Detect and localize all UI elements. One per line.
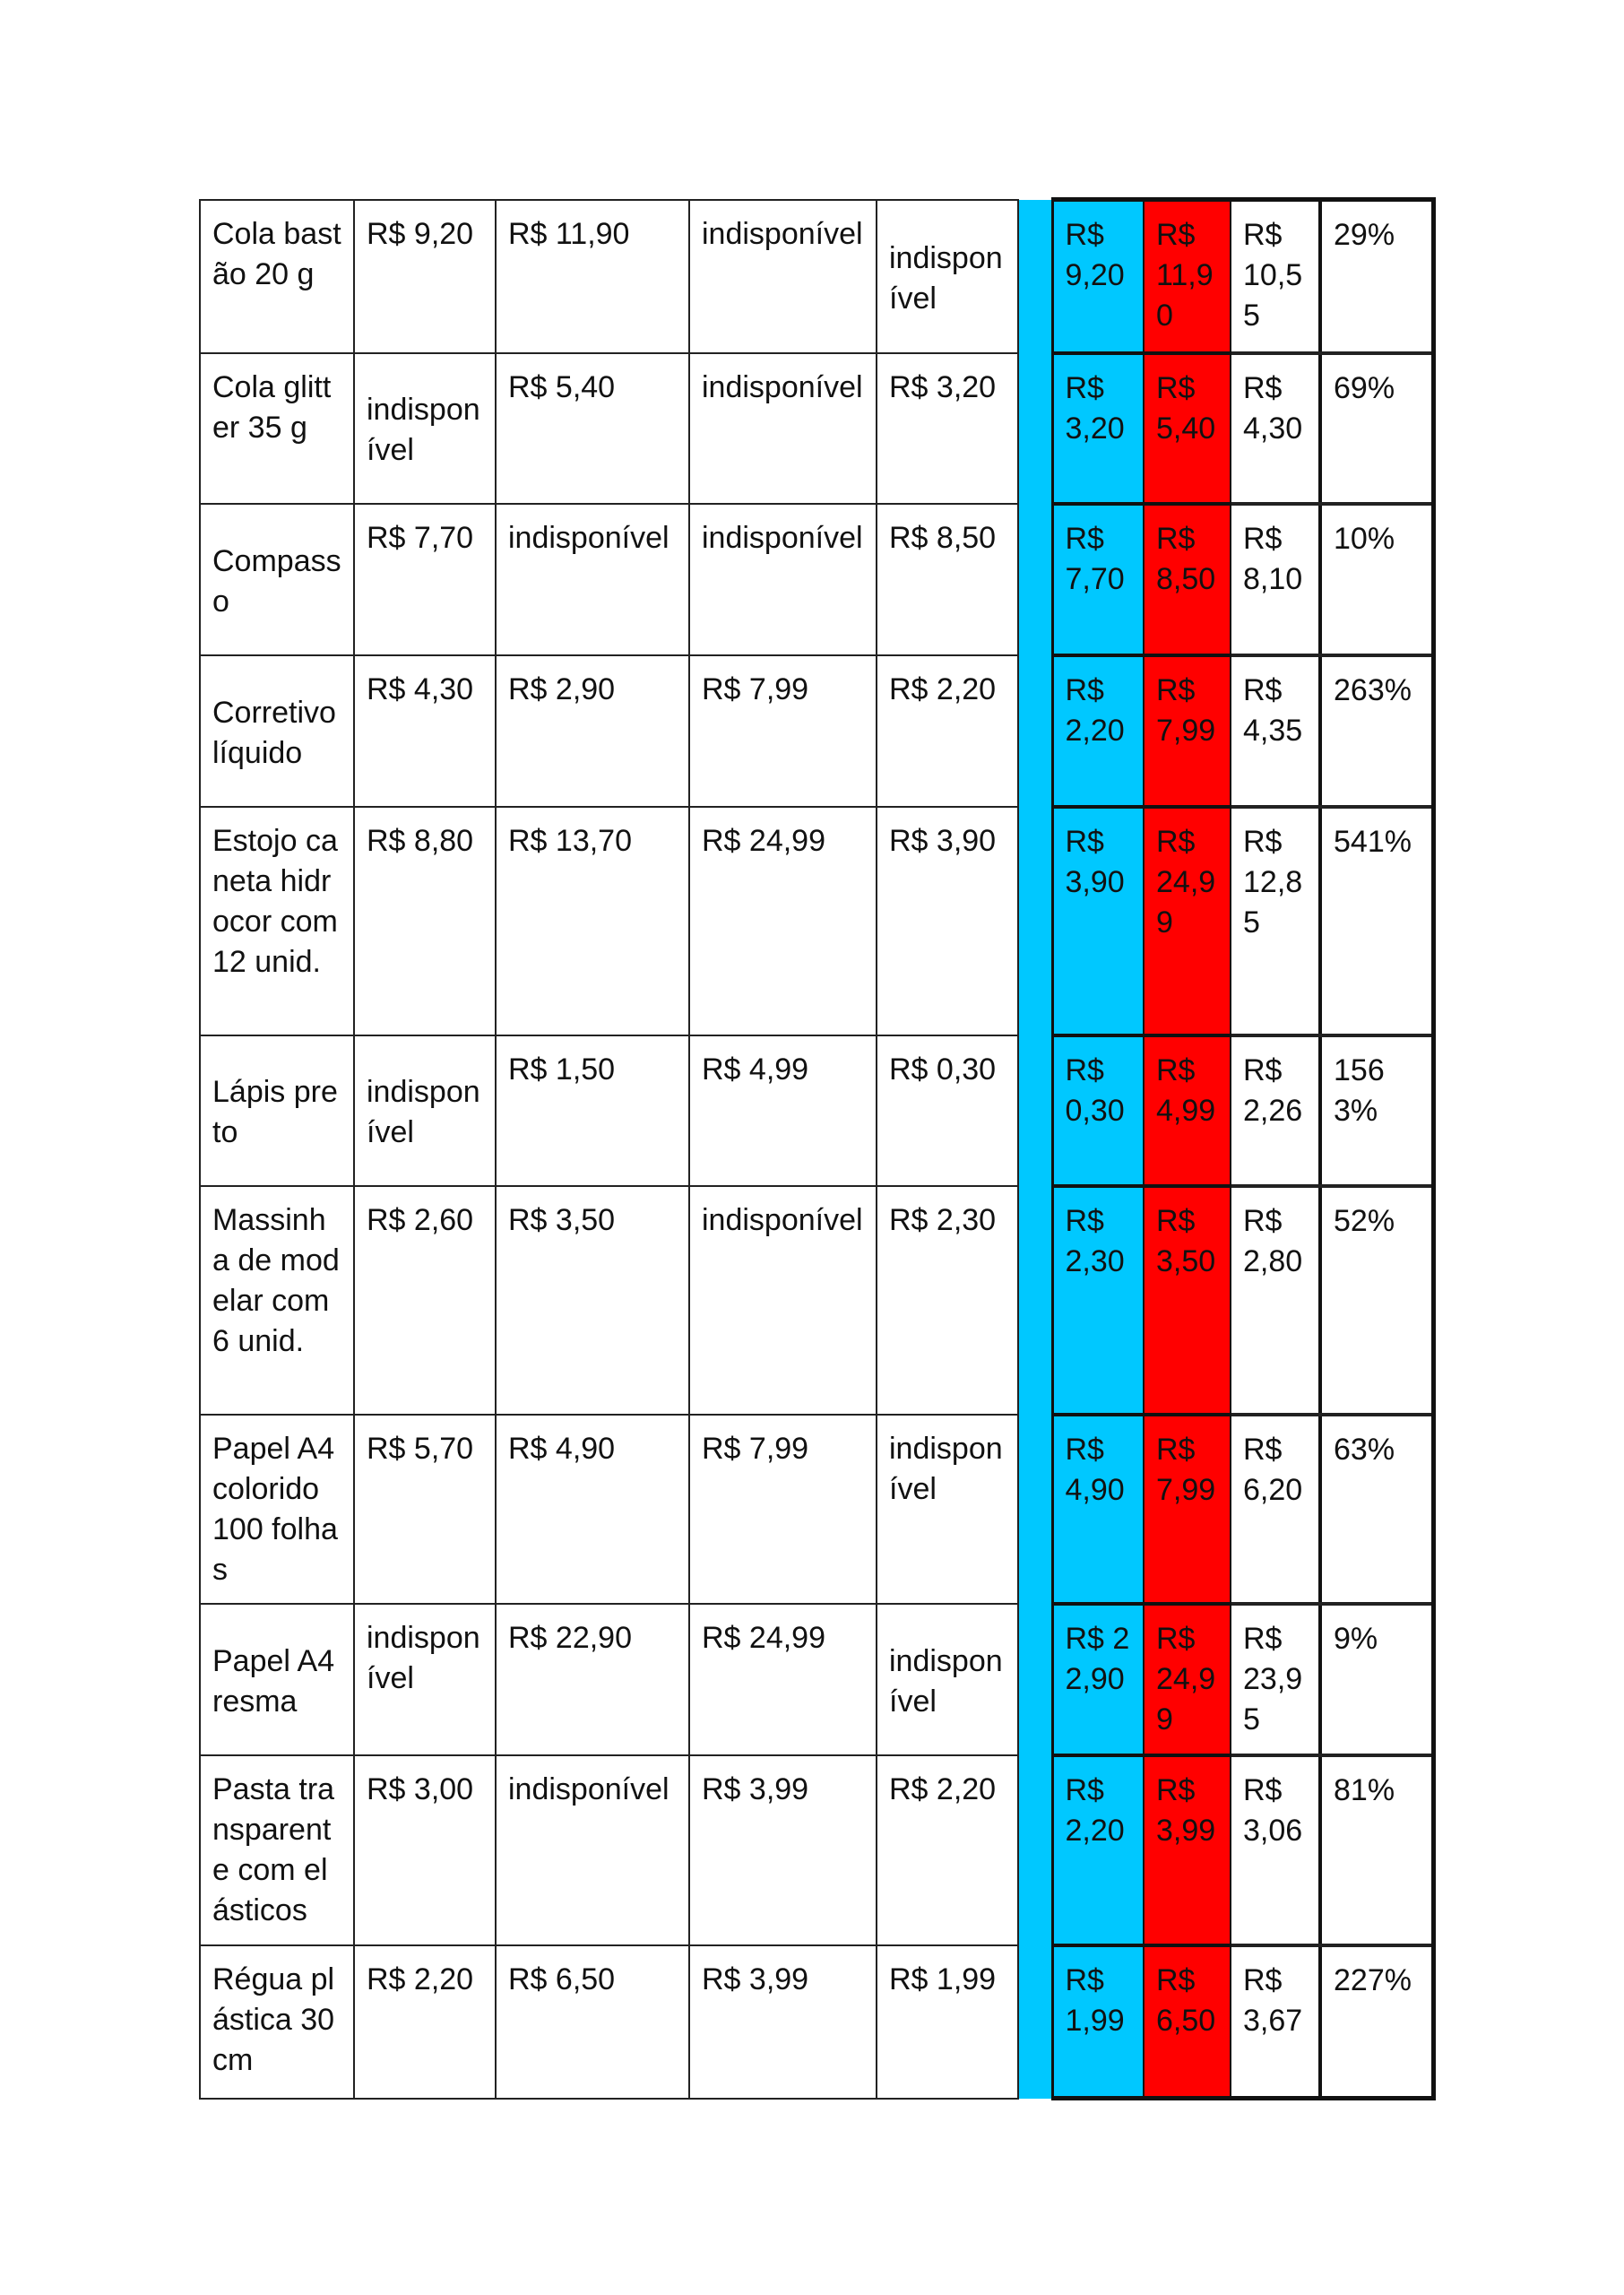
price-difference-percent-cell: 69%: [1320, 353, 1433, 504]
store-3-price-cell: R$ 4,99: [689, 1035, 877, 1186]
store-2-price-cell: R$ 2,90: [496, 655, 689, 807]
average-price-cell: R$ 10,55: [1231, 200, 1320, 353]
store-2-price-cell: R$ 1,50: [496, 1035, 689, 1186]
max-price-cell: R$ 5,40: [1144, 353, 1231, 504]
store-3-price-cell: indisponível: [689, 353, 877, 504]
store-1-price-cell: R$ 7,70: [354, 504, 496, 655]
store-4-price-cell: R$ 3,20: [877, 353, 1018, 504]
spacer-cell: [1018, 1755, 1052, 1945]
store-3-price-cell: indisponível: [689, 1186, 877, 1415]
max-price-cell: R$ 7,99: [1144, 1415, 1231, 1604]
store-3-price-cell: indisponível: [689, 504, 877, 655]
spacer-cell: [1018, 1035, 1052, 1186]
store-4-price-cell: indisponível: [877, 200, 1018, 353]
price-difference-percent-cell: 227%: [1320, 1945, 1433, 2099]
product-name-cell: Massinha de modelar com 6 unid.: [200, 1186, 354, 1415]
price-difference-percent-cell: 63%: [1320, 1415, 1433, 1604]
price-difference-percent-cell: 81%: [1320, 1755, 1433, 1945]
product-name-cell: Cola bastão 20 g: [200, 200, 354, 353]
max-price-cell: R$ 8,50: [1144, 504, 1231, 655]
spacer-cell: [1018, 1604, 1052, 1755]
store-3-price-cell: R$ 7,99: [689, 1415, 877, 1604]
table-row: [200, 807, 1433, 1035]
spacer-cell: [1018, 1186, 1052, 1415]
store-4-price-cell: R$ 2,30: [877, 1186, 1018, 1415]
average-price-cell: R$ 6,20: [1231, 1415, 1320, 1604]
table-row: [200, 1035, 1433, 1186]
table-row: [200, 1415, 1433, 1604]
store-2-price-cell: indisponível: [496, 504, 689, 655]
price-difference-percent-cell: 263%: [1320, 655, 1433, 807]
store-4-price-cell: indisponível: [877, 1604, 1018, 1755]
spacer-cell: [1018, 1415, 1052, 1604]
spacer-cell: [1018, 353, 1052, 504]
average-price-cell: R$ 12,85: [1231, 807, 1320, 1035]
price-difference-percent-cell: 52%: [1320, 1186, 1433, 1415]
store-3-price-cell: R$ 3,99: [689, 1755, 877, 1945]
product-name-cell: Lápis preto: [200, 1035, 354, 1186]
store-2-price-cell: R$ 3,50: [496, 1186, 689, 1415]
average-price-cell: R$ 8,10: [1231, 504, 1320, 655]
average-price-cell: R$ 4,35: [1231, 655, 1320, 807]
table-row: [200, 353, 1433, 504]
average-price-cell: R$ 3,67: [1231, 1945, 1320, 2099]
product-name-cell: Compasso: [200, 504, 354, 655]
min-price-cell: R$ 1,99: [1052, 1945, 1144, 2099]
product-name-cell: Estojo caneta hidrocor com 12 unid.: [200, 807, 354, 1035]
store-3-price-cell: R$ 24,99: [689, 1604, 877, 1755]
price-difference-percent-cell: 541%: [1320, 807, 1433, 1035]
store-4-price-cell: R$ 8,50: [877, 504, 1018, 655]
max-price-cell: R$ 24,99: [1144, 1604, 1231, 1755]
store-4-price-cell: R$ 1,99: [877, 1945, 1018, 2099]
max-price-cell: R$ 7,99: [1144, 655, 1231, 807]
store-1-price-cell: indisponível: [354, 1604, 496, 1755]
product-name-cell: Régua plástica 30 cm: [200, 1945, 354, 2099]
max-price-cell: R$ 4,99: [1144, 1035, 1231, 1186]
min-price-cell: R$ 2,20: [1052, 655, 1144, 807]
table-row: [200, 200, 1433, 353]
min-price-cell: R$ 22,90: [1052, 1604, 1144, 1755]
table-row: [200, 504, 1433, 655]
store-1-price-cell: indisponível: [354, 353, 496, 504]
store-3-price-cell: R$ 3,99: [689, 1945, 877, 2099]
price-difference-percent-cell: 29%: [1320, 200, 1433, 353]
store-4-price-cell: R$ 2,20: [877, 1755, 1018, 1945]
average-price-cell: R$ 23,95: [1231, 1604, 1320, 1755]
price-difference-percent-cell: 10%: [1320, 504, 1433, 655]
table-body: [200, 200, 1433, 2099]
average-price-cell: R$ 4,30: [1231, 353, 1320, 504]
max-price-cell: R$ 24,99: [1144, 807, 1231, 1035]
product-name-cell: Pasta transparente com elásticos: [200, 1755, 354, 1945]
table-row: [200, 1755, 1433, 1945]
product-name-cell: Papel A4 colorido 100 folhas: [200, 1415, 354, 1604]
product-name-cell: Papel A4 resma: [200, 1604, 354, 1755]
spacer-cell: [1018, 807, 1052, 1035]
table-row: [200, 1186, 1433, 1415]
min-price-cell: R$ 2,30: [1052, 1186, 1144, 1415]
store-4-price-cell: R$ 0,30: [877, 1035, 1018, 1186]
store-2-price-cell: R$ 13,70: [496, 807, 689, 1035]
table-row: [200, 655, 1433, 807]
store-4-price-cell: indisponível: [877, 1415, 1018, 1604]
spacer-cell: [1018, 655, 1052, 807]
store-2-price-cell: R$ 11,90: [496, 200, 689, 353]
store-1-price-cell: R$ 3,00: [354, 1755, 496, 1945]
spacer-cell: [1018, 504, 1052, 655]
max-price-cell: R$ 3,50: [1144, 1186, 1231, 1415]
spacer-cell: [1018, 200, 1052, 353]
store-1-price-cell: R$ 9,20: [354, 200, 496, 353]
price-difference-percent-cell: 9%: [1320, 1604, 1433, 1755]
product-name-cell: Corretivo líquido: [200, 655, 354, 807]
store-1-price-cell: R$ 2,20: [354, 1945, 496, 2099]
min-price-cell: R$ 9,20: [1052, 200, 1144, 353]
store-2-price-cell: R$ 22,90: [496, 1604, 689, 1755]
table-row: [200, 1945, 1433, 2099]
max-price-cell: R$ 3,99: [1144, 1755, 1231, 1945]
min-price-cell: R$ 4,90: [1052, 1415, 1144, 1604]
store-4-price-cell: R$ 3,90: [877, 807, 1018, 1035]
table-row: [200, 1604, 1433, 1755]
store-3-price-cell: R$ 7,99: [689, 655, 877, 807]
store-1-price-cell: R$ 2,60: [354, 1186, 496, 1415]
store-1-price-cell: indisponível: [354, 1035, 496, 1186]
spacer-cell: [1018, 1945, 1052, 2099]
max-price-cell: R$ 11,90: [1144, 200, 1231, 353]
product-name-cell: Cola glitter 35 g: [200, 353, 354, 504]
store-1-price-cell: R$ 4,30: [354, 655, 496, 807]
store-3-price-cell: indisponível: [689, 200, 877, 353]
store-2-price-cell: indisponível: [496, 1755, 689, 1945]
min-price-cell: R$ 3,90: [1052, 807, 1144, 1035]
store-2-price-cell: R$ 6,50: [496, 1945, 689, 2099]
price-comparison-table: [199, 197, 1436, 2100]
store-4-price-cell: R$ 2,20: [877, 655, 1018, 807]
store-2-price-cell: R$ 5,40: [496, 353, 689, 504]
min-price-cell: R$ 3,20: [1052, 353, 1144, 504]
store-2-price-cell: R$ 4,90: [496, 1415, 689, 1604]
min-price-cell: R$ 7,70: [1052, 504, 1144, 655]
average-price-cell: R$ 2,80: [1231, 1186, 1320, 1415]
price-difference-percent-cell: 1563%: [1320, 1035, 1433, 1186]
average-price-cell: R$ 2,26: [1231, 1035, 1320, 1186]
min-price-cell: R$ 0,30: [1052, 1035, 1144, 1186]
store-1-price-cell: R$ 5,70: [354, 1415, 496, 1604]
min-price-cell: R$ 2,20: [1052, 1755, 1144, 1945]
max-price-cell: R$ 6,50: [1144, 1945, 1231, 2099]
store-1-price-cell: R$ 8,80: [354, 807, 496, 1035]
average-price-cell: R$ 3,06: [1231, 1755, 1320, 1945]
store-3-price-cell: R$ 24,99: [689, 807, 877, 1035]
